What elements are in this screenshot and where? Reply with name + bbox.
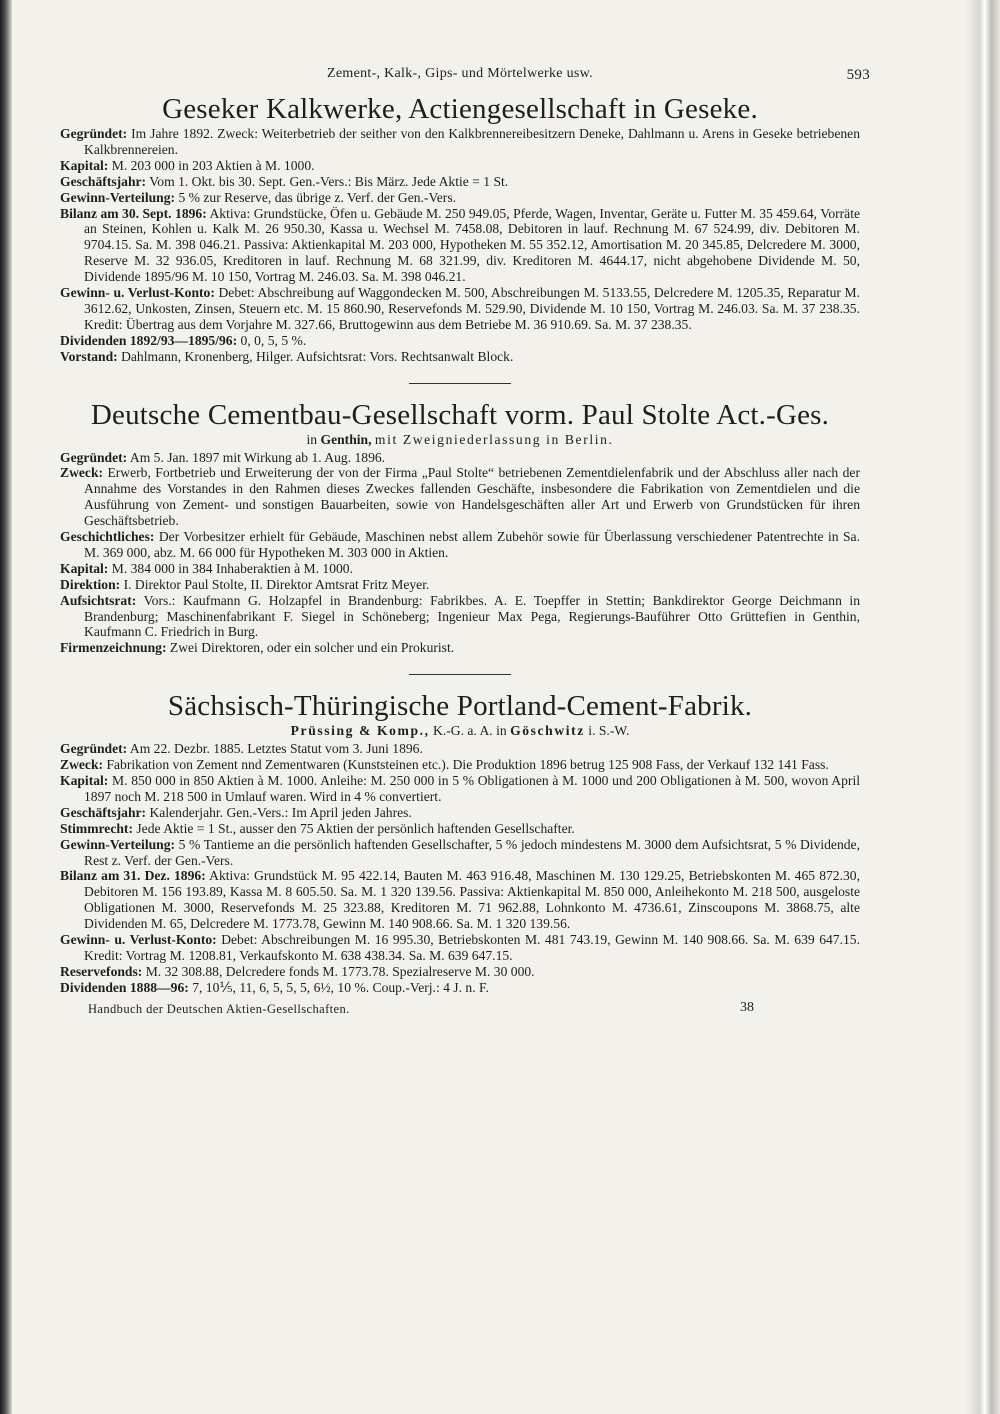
- entry-label: Vorstand:: [60, 348, 118, 364]
- entry-label: Bilanz am 31. Dez. 1896:: [60, 868, 206, 884]
- entry-text: Zwei Direktoren, oder ein solcher und ein Prokurist.: [169, 640, 455, 656]
- entry-direktion: [60, 577, 860, 593]
- entry-text: Debet: Abschreibung auf Waggondecken M. 500, Abschreibungen M. 5133.55, Delcredere M. 1205.35, Reparatur M. 3612.62, Unkosten, Zinsen, Steuern etc. M. 15 860.90, Reservefonds M. 529.90, Dividende M. 10 150, Vortrag M. 246.03. Sa. M. 37 238.35. Kredit: Übertrag aus dem Vorjahre M. 327.66, Bruttogewinn aus dem Betriebe M. 36 910.69. Sa. M. 37 238.35.: [84, 285, 860, 332]
- entry-label: Gewinn-Verteilung:: [60, 836, 176, 852]
- entry-label: Gegründet:: [60, 126, 128, 141]
- entry-label: Bilanz am 30. Sept. 1896:: [60, 205, 207, 221]
- page-footer: [60, 1000, 860, 1020]
- entry-dividenden: [60, 980, 860, 996]
- entry-zweck: [60, 757, 860, 773]
- entry-kapital: [60, 158, 860, 174]
- entry-label: Dividenden 1892/93—1895/96:: [60, 332, 238, 348]
- company-title: Geseker Kalkwerke, Actiengesellschaft in Geseke.: [162, 93, 758, 125]
- page-number: 593: [846, 67, 870, 83]
- entry-vorstand: [60, 349, 860, 365]
- entry-text: Dahlmann, Kronenberg, Hilger. Aufsichtsrat: Vors. Rechtsanwalt Block.: [121, 348, 514, 364]
- entry-label: Kapital:: [60, 157, 109, 173]
- entry-text: 0, 0, 5, 5 %.: [240, 332, 307, 348]
- entry-gegruendet: [60, 741, 860, 757]
- entry-label: Geschäftsjahr:: [60, 173, 147, 189]
- entry-label: Zweck:: [60, 465, 104, 481]
- entry-aufsichtsrat: [60, 593, 860, 641]
- company-subtitle: Prüssing & Komp., K.-G. a. A. in Göschwitz i. S.-W.: [290, 723, 630, 739]
- entry-bilanz: [60, 206, 860, 286]
- entry-label: Gegründet:: [60, 741, 128, 757]
- entry-label: Stimmrecht:: [60, 820, 133, 836]
- entry-text: Jede Aktie = 1 St., ausser den 75 Aktien der persönlich haftenden Gesellschafter.: [136, 820, 575, 836]
- entry-firmenzeichnung: [60, 640, 860, 656]
- entry-text: M. 32 308.88, Delcredere fonds M. 1773.78. Spezialreserve M. 30 000.: [145, 963, 535, 979]
- entry-text: Vors.: Kaufmann G. Holzapfel in Brandenburg: Fabrikbes. A. E. Toepffer in Stettin; Bankdirektor George Deichmann in Brandenburg; Maschinenfabrikant F. Siegel in Schöneberg; Ingenieur Max Pega, Regierungs-Bauführer Otto Grüttefien in Genthin, Kaufmann C. Friedrich in Burg.: [84, 592, 861, 640]
- company-place: Genthin,: [320, 431, 372, 447]
- entry-text: M. 384 000 in 384 Inhaberaktien à M. 1000.: [111, 560, 353, 576]
- entry-text: 5 % Tantieme an die persönlich haftenden Gesellschafter, 5 % jedoch mindestens M. 3000 dem Aufsichtsrat, 5 % Dividende, Rest z. Verf. der Gen.-Vers.: [84, 836, 860, 868]
- entry-zweck: [60, 465, 860, 529]
- entry-text: I. Direktor Paul Stolte, II. Direktor Amtsrat Fritz Meyer.: [123, 576, 430, 592]
- entry-label: Geschäftsjahr:: [60, 804, 147, 820]
- company-entry-cementbau: [60, 398, 860, 657]
- entry-label: Kapital:: [60, 560, 109, 576]
- entry-geschaeftsjahr: [60, 174, 860, 190]
- running-title: Zement-, Kalk-, Gips- und Mörtelwerke usw.: [327, 66, 593, 81]
- document-page: [60, 62, 870, 1020]
- entry-text: Vom 1. Okt. bis 30. Sept. Gen.-Vers.: Bis März. Jede Aktie = 1 St.: [149, 173, 509, 189]
- entry-dividenden: [60, 333, 860, 349]
- company-place: Göschwitz: [510, 723, 585, 739]
- entry-label: Gegründet:: [60, 449, 128, 465]
- entry-text: Fabrikation von Zement nnd Zementwaren (Kunststeinen etc.). Die Produktion 1896 betrug 125 908 Fass, der Verkauf 132 141 Fass.: [106, 757, 829, 773]
- footer-signature: 38: [740, 999, 754, 1015]
- entry-text: M. 850 000 in 850 Aktien à M. 1000. Anleihe: M. 250 000 in 5 % Obligationen à M. 1000 und 200 Obligationen à M. 500, wovon April 1897 noch M. 218 500 in Umlauf waren. Wird in 4 % convertiert.: [84, 773, 860, 804]
- footer-source: Handbuch der Deutschen Aktien-Gesellschaften.: [88, 1001, 350, 1016]
- entry-geschaeftsjahr: [60, 805, 860, 821]
- entry-label: Kapital:: [60, 773, 109, 788]
- entry-geschichtliches: [60, 529, 860, 561]
- entry-text: Debet: Abschreibungen M. 16 995.30, Betriebskonten M. 481 743.19, Gewinn M. 140 908.66. Sa. M. 639 647.15. Kredit: Vortrag M. 1208.81, Verkaufskonto M. 638 438.34. Sa. M. 639 647.15.: [84, 932, 860, 963]
- entry-stimmrecht: [60, 821, 860, 837]
- entry-gewinn-verlust-konto: [60, 932, 860, 964]
- page-fore-edge: [966, 0, 1000, 1414]
- entry-gewinn-verteilung: [60, 190, 860, 206]
- entry-text: M. 203 000 in 203 Aktien à M. 1000.: [111, 157, 315, 173]
- entry-text: Der Vorbesitzer erhielt für Gebäude, Maschinen nebst allem Zubehör sowie für Überlassung verschiedener Patentrechte in Sa. M. 369 000, abz. M. 66 000 für Hypotheken M. 303 000 in Aktien.: [84, 529, 860, 560]
- entry-gegruendet: [60, 450, 860, 466]
- entry-gewinn-verlust-konto: [60, 285, 860, 333]
- company-entry-saechsisch-thueringische: [60, 689, 860, 995]
- company-subtitle: in Genthin, mit Zweigniederlassung in Berlin.: [306, 431, 614, 447]
- entry-label: Dividenden 1888—96:: [60, 979, 189, 995]
- entry-gewinn-verteilung: [60, 837, 860, 869]
- entry-label: Firmenzeichnung:: [60, 640, 167, 656]
- entry-label: Aufsichtsrat:: [60, 592, 137, 608]
- entry-text: Aktiva: Grundstück M. 95 422.14, Bauten M. 463 916.48, Maschinen M. 130 129.25, Betriebskonten M. 465 872.30, Debitoren M. 156 193.89, Kassa M. 8 605.50. Sa. M. 1 320 139.56. Passiva: Aktienkapital M. 850 000, Anleihekonto M. 218 500, ausgeloste Obligationen M. 3000, Reservefonds M. 25 323.88, Kreditoren M. 71 962.88, Lohnkonto M. 4736.61, Zinscoupons M. 3868.75, alte Dividenden M. 65, Delcredere M. 1773.78, Gewinn M. 140 908.66. Sa. M. 1 320 139.56.: [84, 868, 860, 932]
- entry-text: Am 22. Dezbr. 1885. Letztes Statut vom 3. Juni 1896.: [129, 741, 423, 757]
- entry-label: Gewinn- u. Verlust-Konto:: [60, 285, 215, 301]
- entry-text: Im Jahre 1892. Zweck: Weiterbetrieb der seither von den Kalkbrennereibesitzern Deneke, Dahlmann u. Arens in Geseke betriebenen Kalkbrennereien.: [84, 126, 861, 157]
- entry-label: Gewinn-Verteilung:: [60, 189, 176, 205]
- page-binding-edge: [0, 0, 12, 1414]
- entry-kapital: [60, 561, 860, 577]
- entry-text: Am 5. Jan. 1897 mit Wirkung ab 1. Aug. 1896.: [129, 449, 386, 465]
- entry-label: Geschichtliches:: [60, 529, 155, 545]
- entry-label: Zweck:: [60, 757, 104, 773]
- entry-label: Reservefonds:: [60, 963, 143, 979]
- company-firm: Prüssing & Komp.,: [290, 723, 430, 739]
- company-entry-geseker: [60, 92, 860, 365]
- entry-label: Gewinn- u. Verlust-Konto:: [60, 932, 217, 948]
- entry-label: Direktion:: [60, 576, 121, 592]
- running-header: [60, 62, 870, 92]
- entry-gegruendet: [60, 126, 860, 158]
- entry-bilanz: [60, 868, 860, 932]
- entry-text: Kalenderjahr. Gen.-Vers.: Im April jeden Jahres.: [149, 804, 412, 820]
- entry-text: 5 % zur Reserve, das übrige z. Verf. der Gen.-Vers.: [178, 189, 457, 205]
- entry-kapital: [60, 773, 860, 805]
- entry-text: 7, 10⅕, 11, 6, 5, 5, 5, 6½, 10 %. Coup.-Verj.: 4 J. n. F.: [192, 979, 489, 995]
- company-title: Sächsisch-Thüringische Portland-Cement-Fabrik.: [167, 690, 753, 723]
- entry-reservefonds: [60, 964, 860, 980]
- entry-text: Aktiva: Grundstücke, Öfen u. Gebäude M. 250 949.05, Pferde, Wagen, Inventar, Geräte u. Futter M. 35 459.64, Vorräte an Steinen, Kohlen u. Kalk M. 26 950.30, Kassa u. Wechsel M. 7458.08, Debitoren in lauf. Rechnung M. 67 524.99, div. Debitoren M. 9704.15. Sa. M. 398 046.21. Passiva: Aktienkapital M. 203 000, Hypotheken M. 55 352.12, Amortisation M. 20 345.85, Delcredere M. 3000, Reserve M. 32 936.05, Kreditoren in lauf. Rechnung M. 68 321.99, div. Kreditoren M. 4644.17, nicht abgehobene Dividende M. 50, Dividende 1895/96 M. 10 150, Vortrag M. 246.03. Sa. M. 398 046.21.: [84, 205, 861, 285]
- entry-text: Erwerb, Fortbetrieb und Erweiterung der von der Firma „Paul Stolte“ betriebenen Zementdielenfabrik und der Abschluss aller nach der Annahme des Vorstandes in den Rahmen dieses Zweckes fallenden Geschäfte, insbesondere die Fabrikation von Zementdielen und die Ausführung von Zement- und sonstigen Bauarbeiten, sowie von Handelsgeschäften aller Art und Erwerb von Grundstücken für ihren Geschäftsbetrieb.: [84, 465, 860, 529]
- company-title: Deutsche Cementbau-Gesellschaft vorm. Paul Stolte Act.-Ges.: [90, 398, 830, 431]
